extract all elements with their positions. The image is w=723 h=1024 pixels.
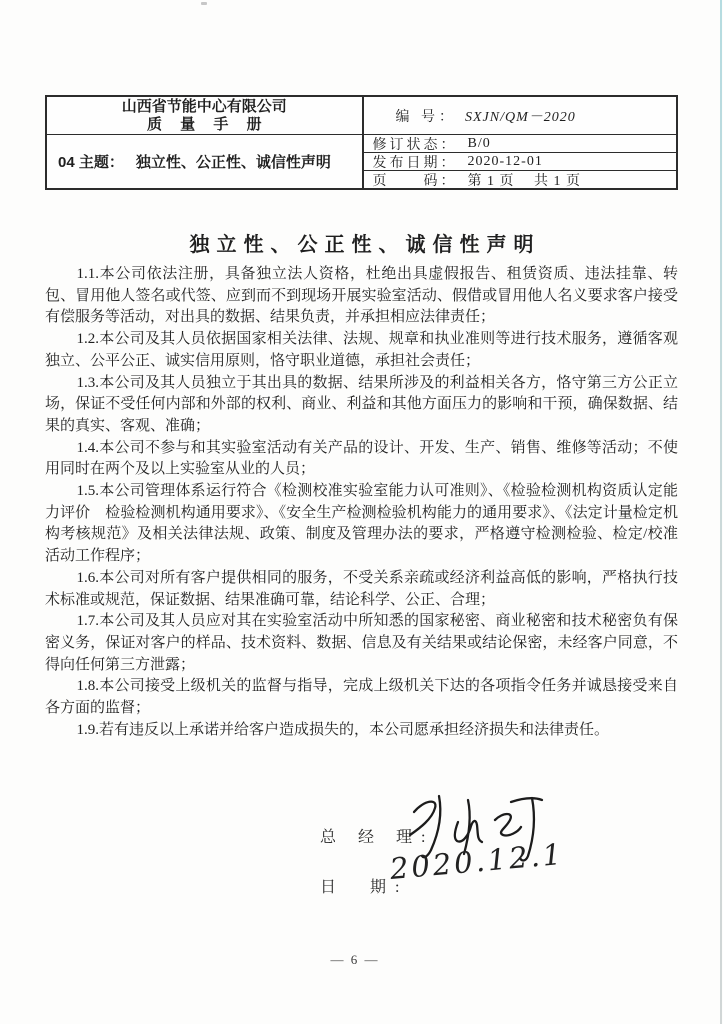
footer-page-number: — 6 — <box>330 952 380 967</box>
manager-label: 总 经 理: <box>320 829 435 846</box>
subject-value: 独立性、公正性、诚信性声明 <box>135 154 331 171</box>
document-title: 独立性、公正性、诚信性声明 <box>189 234 541 256</box>
declaration-paragraph: 1.3.本公司及其人员独立于其出具的数据、结果所涉及的利益相关各方，恪守第三方公正立场，保证不受任何内部和外部的权利、商业、利益和其他方面压力的影响和干预，确保数据、结果的真实、客观、准确； <box>45 374 678 434</box>
revision-row <box>362 134 677 152</box>
right-edge-scan-line <box>720 0 722 1024</box>
page-number-label: 页 码： <box>372 173 458 188</box>
issue-date-label: 发布日期： <box>372 155 458 170</box>
declaration-paragraph: 1.5.本公司管理体系运行符合《检测校准实验室能力认可准则》、《检验检测机构资质认定能力评价 检验检测机构通用要求》、《安全生产检测检验机构能力的通用要求》、《法定计量检定机构考核规范》及相关法律法规、政策、制度及管理办法的要求，严格遵守检测检验、检定/校准活动工作程序； <box>45 483 678 565</box>
date-handwriting: 2020.12.1 <box>388 836 566 886</box>
declaration-paragraph: 1.1.本公司依法注册，具备独立法人资格，杜绝出具虚假报告、租赁资质、违法挂靠、转包、冒用他人签名或代签、应到而不到现场开展实验室活动、假借或冒用他人名义要求客户接受有偿服务等活动，对出具的数据、结果负责，并承担相应法律责任； <box>45 266 678 326</box>
company-name: 山西省节能中心有限公司 <box>121 97 287 115</box>
top-scan-speck <box>201 2 207 5</box>
date-label: 日 期: <box>320 879 409 896</box>
issue-date-value: 2020-12-01 <box>467 153 543 169</box>
page-number-row <box>362 170 677 188</box>
manual-title: 质 量 手 册 <box>146 115 269 133</box>
declaration-paragraph: 1.9.若有违反以上承诺并给客户造成损失的，本公司愿承担经济损失和法律责任。 <box>76 721 610 738</box>
declaration-paragraph: 1.7.本公司及其人员应对其在实验室活动中所知悉的国家秘密、商业秘密和技术秘密负有保密义务，保证对客户的样品、技术资料、数据、信息及有关结果或结论保密，未经客户同意，不得向任何第三方泄露； <box>45 613 678 673</box>
issue-date-row <box>362 152 677 170</box>
doc-number-value: SXJN/QM－2020 <box>465 109 576 125</box>
revision-value: B/0 <box>467 135 491 151</box>
header-table <box>45 95 678 190</box>
doc-number-cell <box>362 97 677 134</box>
declaration-paragraph: 1.2.本公司及其人员依据国家相关法律、法规、规章和执业准则等进行技术服务，遵循客观独立、公平公正、诚实信用原则，恪守职业道德，承担社会责任； <box>45 331 678 369</box>
subject-cell <box>47 134 362 188</box>
declaration-paragraph: 1.4.本公司不参与和其实验室活动有关产品的设计、开发、生产、销售、维修等活动；不使用同时在两个及以上实验室从业的人员； <box>45 439 678 478</box>
revision-label: 修订状态： <box>372 137 458 152</box>
declaration-body <box>45 264 678 741</box>
page-number-value: 第 1 页 共 1 页 <box>467 173 581 188</box>
subject-label: 04 主题： <box>58 154 124 171</box>
doc-number-label: 编 号： <box>395 109 457 125</box>
declaration-paragraph: 1.8.本公司接受上级机关的监督与指导，完成上级机关下达的各项指令任务并诚恳接受来自各方面的监督； <box>45 678 678 717</box>
declaration-paragraph: 1.6.本公司对所有客户提供相同的服务，不受关系亲疏或经济利益高低的影响，严格执行技术标准或规范，保证数据、结果准确可靠，结论科学、公正、合理； <box>45 569 678 608</box>
company-cell <box>47 97 362 134</box>
